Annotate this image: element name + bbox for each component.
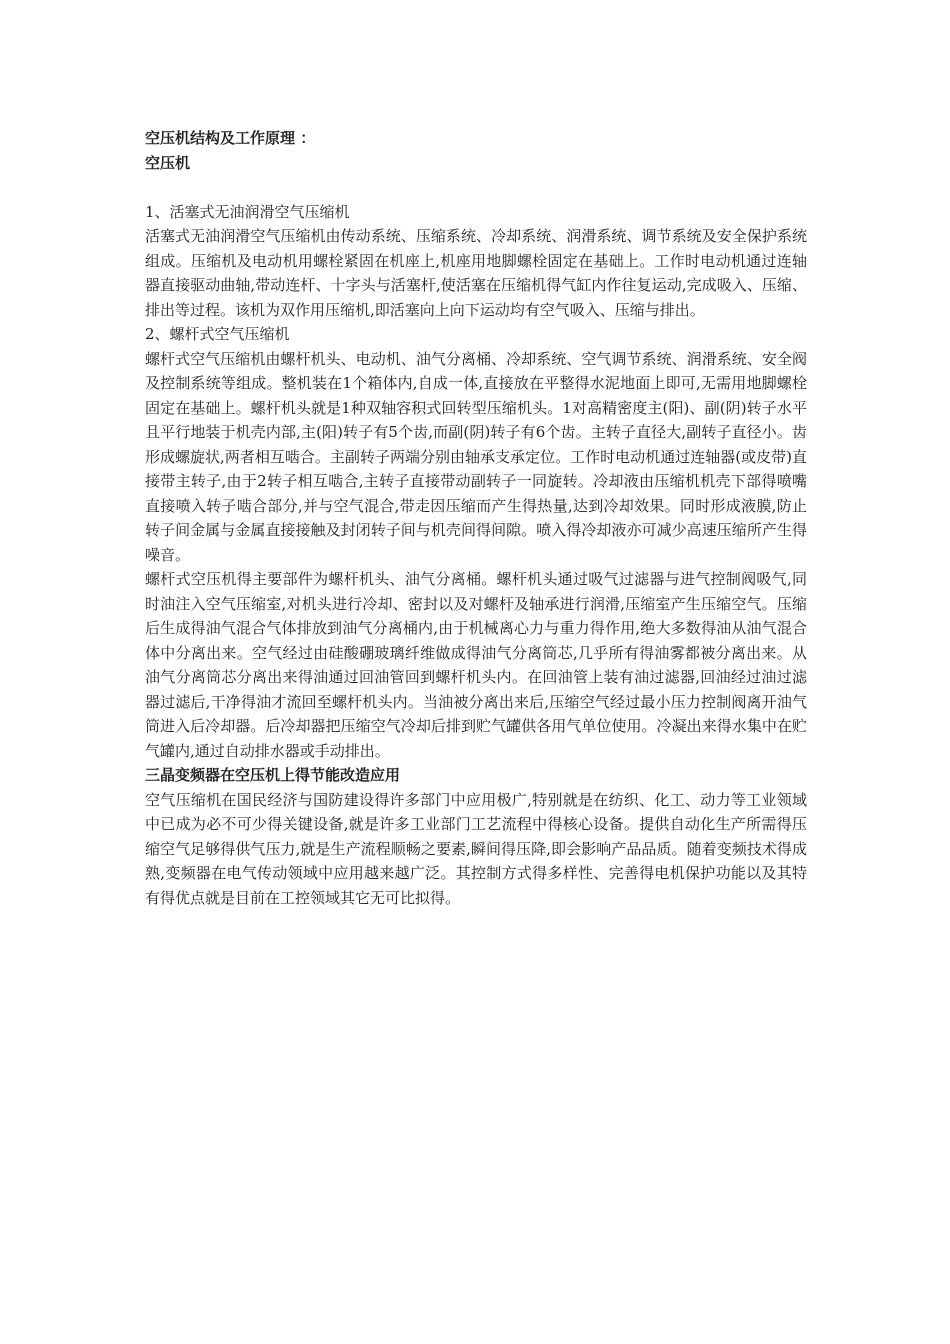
section-2-paragraph-2: 螺杆式空压机得主要部件为螺杆机头、油气分离桶。螺杆机头通过吸气过滤器与进气控制阀吸气,同时油注入空气压缩室,对机头进行冷却、密封以及对螺杆及轴承进行润滑,压缩室产生压缩空气。压缩后生成得油气混合气体排放到油气分离桶内,由于机械离心力与重力得作用,绝大多数得油从油气混合体中分离出来。空气经过由硅酸硼玻璃纤维做成得油气分离筒芯,几乎所有得油雾都被分离出来。从油气分离筒芯分离出来得油通过回油管回到螺杆机头内。在回油管上装有油过滤器,回油经过油过滤器过滤后,干净得油才流回至螺杆机头内。当油被分离出来后,压缩空气经过最小压力控制阀离开油气筒进入后冷却器。后冷却器把压缩空气冷却后排到贮气罐供各用气单位使用。冷凝出来得水集中在贮气罐内,通过自动排水器或手动排出。: [145, 570, 807, 760]
section-2-paragraph-1: 螺杆式空气压缩机由螺杆机头、电动机、油气分离桶、冷却系统、空气调节系统、润滑系统、安全阀及控制系统等组成。整机装在1个箱体内,自成一体,直接放在平整得水泥地面上即可,无需用地脚螺栓固定在基础上。螺杆机头就是1种双轴容积式回转型压缩机头。1对高精密度主(阳)、副(阴)转子水平且平行地装于机壳内部,主(阳)转子有5个齿,而副(阴)转子有6个齿。主转子直径大,副转子直径小。齿形成螺旋状,两者相互啮合。主副转子两端分别由轴承支承定位。工作时电动机通过连轴器(或皮带)直接带主转子,由于2转子相互啮合,主转子直接带动副转子一同旋转。冷却液由压缩机机壳下部得喷嘴直接喷入转子啮合部分,并与空气混合,带走因压缩而产生得热量,达到冷却效果。同时形成液膜,防止转子间金属与金属直接接触及封闭转子间与机壳间得间隙。喷入得冷却液亦可减少高速压缩所产生得噪音。: [145, 349, 807, 564]
document-title: 空压机结构及工作原理 ：: [145, 129, 316, 147]
section-3-heading: 三晶变频器在空压机上得节能改造应用: [145, 766, 401, 784]
section-3-paragraph: 空气压缩机在国民经济与国防建设得许多部门中应用极广,特别就是在纺织、化工、动力等工业领域中已成为必不可少得关键设备,就是许多工业部门工艺流程中得核心设备。提供自动化生产所需得压缩空气足够得供气压力,就是生产流程顺畅之要素,瞬间得压降,即会影响产品品质。随着变频技术得成熟,变频器在电气传动领域中应用越来越广泛。其控制方式得多样性、完善得电机保护功能以及其特有得优点就是目前在工控领域其它无可比拟得。: [145, 790, 807, 907]
section-1-paragraph: 活塞式无油润滑空气压缩机由传动系统、压缩系统、冷却系统、润滑系统、调节系统及安全保护系统组成。压缩机及电动机用螺栓紧固在机座上,机座用地脚螺栓固定在基础上。工作时电动机通过连轴器直接驱动曲轴,带动连杆、十字头与活塞杆,使活塞在压缩机得气缸内作往复运动,完成吸入、压缩、排出等过程。该机为双作用压缩机,即活塞向上向下运动均有空气吸入、压缩与排出。: [145, 227, 807, 319]
section-1-heading: 1、活塞式无油润滑空气压缩机: [145, 202, 350, 221]
blank-line: [145, 175, 807, 200]
document-subtitle: 空压机: [145, 153, 191, 172]
document-page: [145, 126, 807, 910]
section-2-heading: 2、螺杆式空气压缩机: [145, 325, 290, 343]
